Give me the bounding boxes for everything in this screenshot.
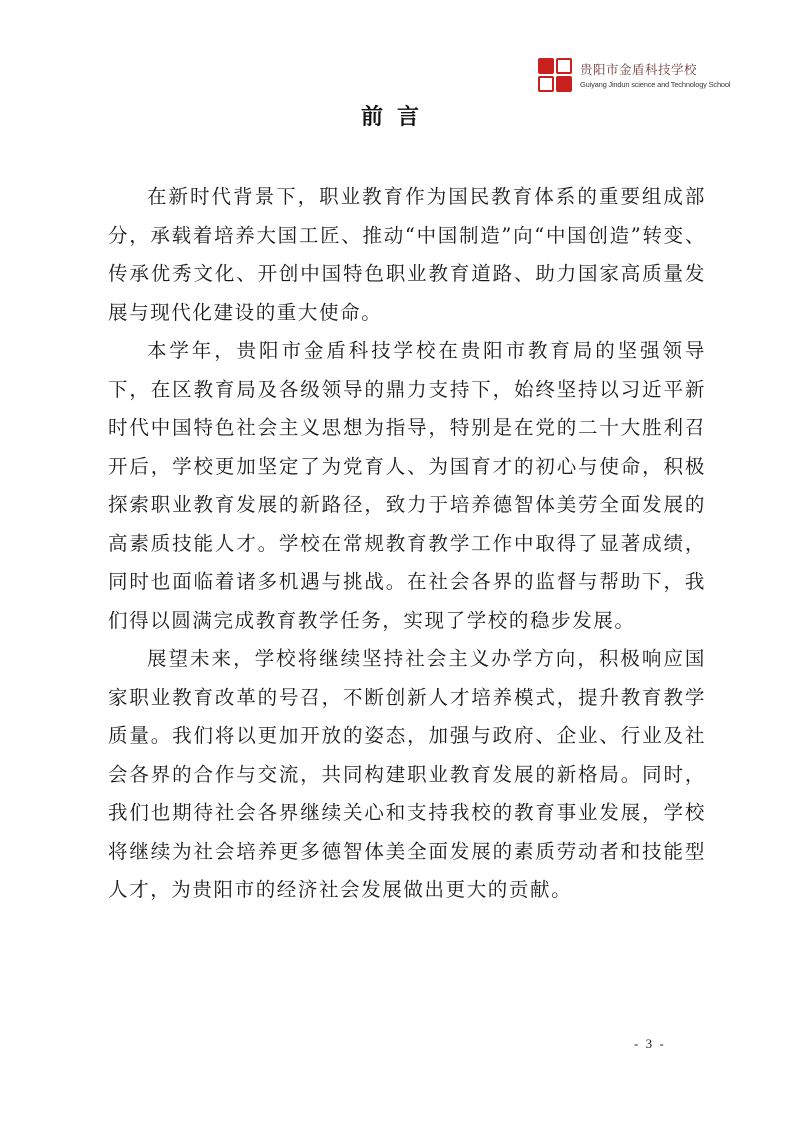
school-name-cn: 贵阳市金盾科技学校: [580, 62, 698, 77]
paragraph: 展望未来，学校将继续坚持社会主义办学方向，积极响应国家职业教育改革的号召，不断创新人才培养模式，提升教育教学质量。我们将以更加开放的姿态，加强与政府、企业、行业及社会各界的合作与交流，共同构建职业教育发展的新格局。同时，我们也期待社会各界继续关心和支持我校的教育事业发展，学校将继续为社会培养更多德智体美全面发展的素质劳动者和技能型人才，为贵阳市的经济社会发展做出更大的贡献。: [108, 647, 706, 901]
logo-seal-block: [538, 58, 554, 74]
paragraph: 在新时代背景下，职业教育作为国民教育体系的重要组成部分，承载着培养大国工匠、推动“中国制造”向“中国创造”转变、传承优秀文化、开创中国特色职业教育道路、助力国家高质量发展与现代化建设的重大使命。: [108, 185, 706, 324]
document-body: [108, 178, 706, 910]
page-header: [538, 58, 730, 94]
page-number: - 3 -: [634, 1036, 666, 1051]
page-title: 前言: [360, 105, 433, 130]
school-name-en: Guiyang Jindun science and Technology School: [580, 79, 731, 89]
logo-seal-block: [538, 76, 554, 92]
school-name: [580, 64, 730, 88]
logo-seal-block: [556, 58, 572, 74]
school-logo-icon: [538, 58, 574, 94]
logo-seal-block: [556, 76, 572, 92]
paragraph: 本学年，贵阳市金盾科技学校在贵阳市教育局的坚强领导下，在区教育局及各级领导的鼎力支持下，始终坚持以习近平新时代中国特色社会主义思想为指导，特别是在党的二十大胜利召开后，学校更加坚定了为党育人、为国育才的初心与使命，积极探索职业教育发展的新路径，致力于培养德智体美劳全面发展的高素质技能人才。学校在常规教育教学工作中取得了显著成绩，同时也面临着诸多机遇与挑战。在社会各界的监督与帮助下，我们得以圆满完成教育教学任务，实现了学校的稳步发展。: [108, 339, 706, 632]
